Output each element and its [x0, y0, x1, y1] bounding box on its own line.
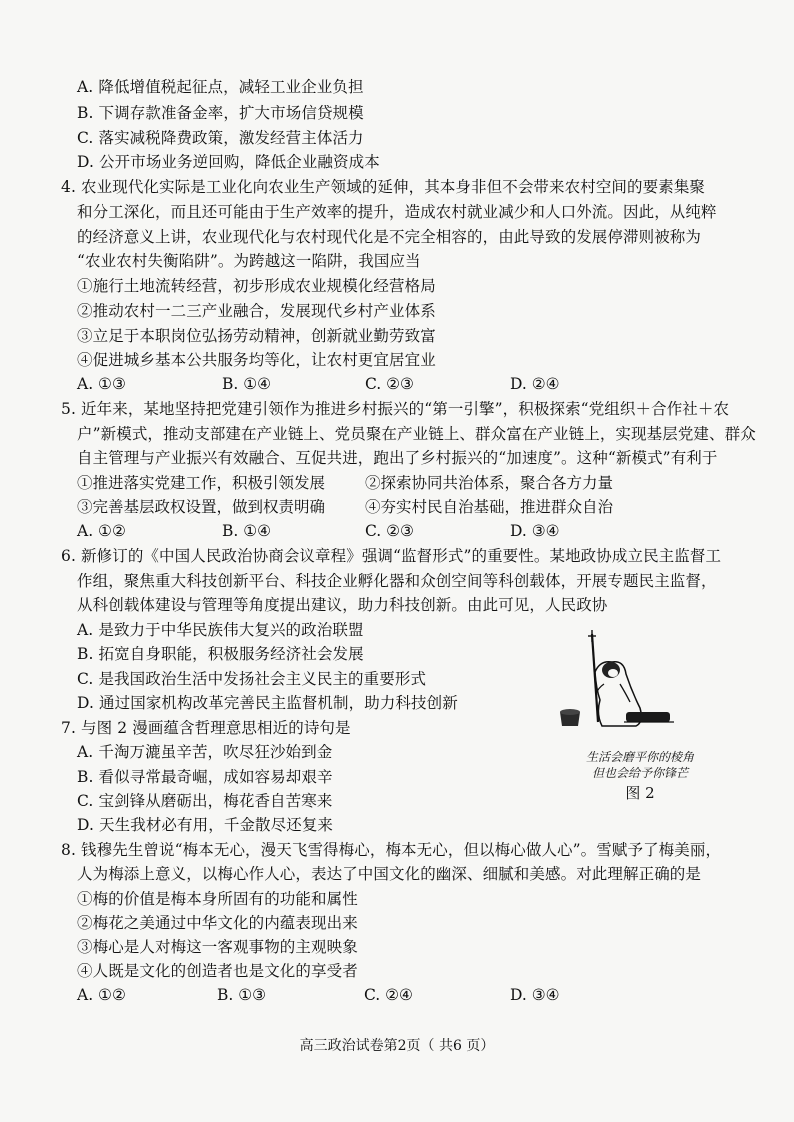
q8-item-2: ②梅花之美通过中华文化的内蕴表现出来	[77, 914, 358, 932]
q4-stem-line-2: 和分工深化，而且还可能由于生产效率的提升，造成农村就业减少和人口外流。因此，从纯粹	[77, 203, 717, 221]
q5-stem-line-2: 户”新模式，推动支部建在产业链上、党员聚在产业链上、群众富在产业链上，实现基层党建、群众	[77, 425, 756, 443]
q4-choice-a: A. ①③	[77, 375, 126, 393]
q7-option-a: A. 千淘万漉虽辛苦，吹尽狂沙始到金	[77, 743, 333, 761]
q8-choice-c: C. ②④	[364, 986, 413, 1004]
q8-stem-line-2: 人为梅添上意义，以梅心作人心，表达了中国文化的幽深、细腻和美感。对此理解正确的是	[77, 865, 702, 883]
q5-items-row-1	[77, 473, 637, 493]
q7-stem: 7. 与图 2 漫画蕴含哲理意思相近的诗句是	[61, 719, 351, 737]
q4-stem-line-4: “农业农村失衡陷阱”。为跨越这一陷阱，我国应当	[77, 252, 421, 270]
q8-item-3: ③梅心是人对梅这一客观事物的主观映象	[77, 938, 358, 956]
q8-choice-d: D. ③④	[510, 986, 560, 1004]
q6-stem-line-1: 6. 新修订的《中国人民政治协商会议章程》强调“监督形式”的重要性。某地政协成立民主监督工	[61, 547, 722, 565]
q5-choice-b: B. ①④	[222, 522, 272, 540]
figure-label: 图 2	[625, 784, 655, 802]
q6-stem-line-3: 从科创载体建设与管理等角度提出建议，助力科技创新。由此可见，人民政协	[77, 596, 608, 614]
q5-choice-d: D. ③④	[510, 522, 560, 540]
q4-choice-d: D. ②④	[510, 375, 560, 393]
q4-stem-line-3: 的经济意义上讲，农业现代化与农村现代化是不完全相容的，由此导致的发展停滞则被称为	[77, 228, 702, 246]
q4-choices	[77, 374, 617, 394]
q4-choice-b: B. ①④	[222, 375, 272, 393]
q4-stem-line-1: 4. 农业现代化实际是工业化向农业生产领域的延伸，其本身非但不会带来农村空间的要素集聚	[61, 178, 706, 196]
q8-choices	[77, 985, 617, 1005]
cartoon-caption-line-1: 生活会磨平你的棱角	[585, 750, 694, 764]
cartoon-caption-line-2: 但也会给予你锋芒	[591, 766, 688, 780]
q6-stem-line-2: 作组，聚焦重大科技创新平台、科技企业孵化器和众创空间等科创载体，开展专题民主监督，	[77, 572, 717, 590]
q6-option-d: D. 通过国家机构改革完善民主监督机制，助力科技创新	[77, 694, 458, 712]
q4-choice-c: C. ②③	[365, 375, 414, 393]
q7-option-b: B. 看似寻常最奇崛，成如容易却艰辛	[77, 768, 333, 786]
q7-option-c: C. 宝剑锋从磨砺出，梅花香自苦寒来	[77, 792, 333, 810]
q8-choice-b: B. ①③	[217, 986, 267, 1004]
q5-choice-c: C. ②③	[365, 522, 414, 540]
q4-item-4: ④促进城乡基本公共服务均等化，让农村更宜居宜业	[77, 351, 436, 369]
q3-option-b: B. 下调存款准备金率，扩大市场信贷规模	[77, 104, 364, 122]
q7-option-d: D. 天生我材必有用，千金散尽还复来	[77, 816, 334, 834]
page-footer: 高三政治试卷第2页（ 共6 页）	[299, 1038, 495, 1054]
q8-stem-line-1: 8. 钱穆先生曾说“梅本无心，漫天飞雪得梅心，梅本无心，但以梅心做人心”。雪赋予了梅美丽，	[61, 841, 722, 859]
q6-option-b: B. 拓宽自身职能，积极服务经济社会发展	[77, 645, 364, 663]
q3-option-d: D. 公开市场业务逆回购，降低企业融资成本	[77, 153, 380, 171]
q8-item-4: ④人既是文化的创造者也是文化的享受者	[77, 962, 358, 980]
q5-choices	[77, 521, 617, 541]
cartoon-figure	[540, 622, 740, 812]
q6-option-a: A. 是致力于中华民族伟大复兴的政治联盟	[77, 621, 364, 639]
q5-item-2: ②探索协同共治体系，聚合各方力量	[365, 474, 614, 492]
q8-item-1: ①梅的价值是梅本身所固有的功能和属性	[77, 890, 358, 908]
q6-option-c: C. 是我国政治生活中发扬社会主义民主的重要形式	[77, 670, 427, 688]
q3-option-a: A. 降低增值税起征点，减轻工业企业负担	[77, 78, 364, 96]
q5-items-row-2	[77, 497, 637, 517]
q5-stem-line-1: 5. 近年来，某地坚持把党建引领作为推进乡村振兴的“第一引擎”，积极探索“党组织＋合作社＋农	[61, 400, 730, 418]
q8-choice-a: A. ①②	[77, 986, 126, 1004]
q5-item-4: ④夯实村民自治基础，推进群众自治	[365, 498, 614, 516]
q4-item-2: ②推动农村一二三产业融合，发展现代乡村产业体系	[77, 302, 436, 320]
q3-option-c: C. 落实减税降费政策，激发经营主体活力	[77, 129, 364, 147]
q5-item-1: ①推进落实党建工作，积极引领发展	[77, 474, 326, 492]
q5-stem-line-3: 自主管理与产业振兴有效融合、互促共进，跑出了乡村振兴的“加速度”。这种“新模式”有利于	[77, 449, 718, 467]
q4-item-3: ③立足于本职岗位弘扬劳动精神，创新就业勤劳致富	[77, 327, 436, 345]
q4-item-1: ①施行土地流转经营，初步形成农业规模化经营格局	[77, 277, 436, 295]
q5-item-3: ③完善基层政权设置，做到权责明确	[77, 498, 326, 516]
cartoon-illustration	[540, 622, 740, 752]
q5-choice-a: A. ①②	[77, 522, 126, 540]
